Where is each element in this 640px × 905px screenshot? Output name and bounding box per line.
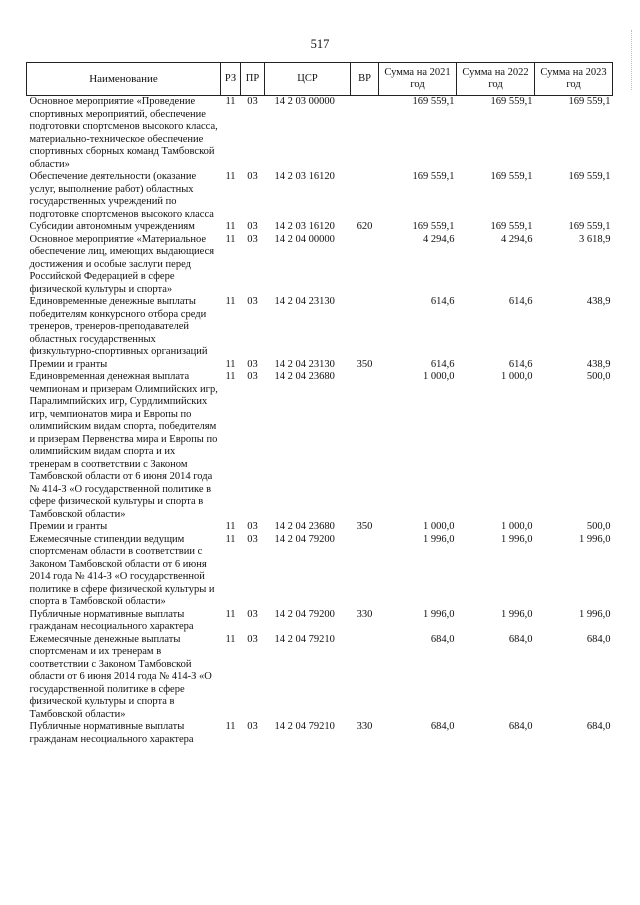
row-sum-2021: 1 996,0	[423, 608, 455, 620]
row-rz: 11	[225, 221, 236, 232]
row-csr: 14 2 04 23130	[274, 296, 335, 307]
row-sum-2022: 169 559,1	[490, 221, 533, 232]
table-row	[27, 371, 613, 521]
row-csr: 14 2 03 00000	[274, 96, 335, 107]
row-sum-2022: 169 559,1	[490, 171, 533, 182]
row-pr: 03	[247, 721, 258, 732]
row-name: Обеспечение деятельности (оказание услуг, выполнение работ) областных государственных учреждений по подготовке спортсменов высокого класса	[29, 171, 214, 220]
row-sum-2023: 1 996,0	[579, 533, 611, 545]
row-sum-2021: 1 000,0	[423, 371, 455, 382]
row-sum-2022: 614,6	[508, 296, 533, 307]
row-sum-2021: 614,6	[430, 358, 455, 370]
row-name: Премии и гранты	[29, 358, 108, 370]
row-sum-2021: 1 000,0	[423, 521, 455, 532]
row-pr: 03	[247, 521, 258, 532]
row-sum-2022: 4 294,6	[501, 233, 533, 245]
row-csr: 14 2 04 23680	[274, 371, 335, 382]
row-sum-2023: 500,0	[586, 371, 611, 382]
row-csr: 14 2 04 79200	[274, 533, 335, 545]
row-vr: 620	[356, 221, 373, 232]
row-name: Публичные нормативные выплаты гражданам несоциального характера	[29, 721, 194, 745]
row-sum-2023: 1 996,0	[579, 608, 611, 620]
row-csr: 14 2 04 23130	[274, 358, 335, 370]
margin-mark	[631, 30, 638, 90]
row-pr: 03	[247, 608, 258, 620]
row-sum-2023: 438,9	[586, 358, 611, 370]
row-vr: 330	[356, 608, 373, 620]
row-rz: 11	[225, 96, 236, 107]
table-header-row	[27, 63, 613, 96]
row-csr: 14 2 04 79200	[274, 608, 335, 620]
budget-table	[26, 62, 613, 746]
row-vr	[351, 634, 379, 722]
row-rz: 11	[225, 721, 236, 732]
row-sum-2022: 614,6	[508, 358, 533, 370]
row-vr	[351, 96, 379, 172]
row-rz: 11	[225, 633, 236, 645]
row-sum-2022: 169 559,1	[490, 96, 533, 107]
row-name: Публичные нормативные выплаты гражданам несоциального характера	[29, 608, 194, 632]
table-row	[27, 521, 613, 534]
table-row	[27, 296, 613, 359]
row-vr	[351, 371, 379, 521]
row-sum-2021: 169 559,1	[412, 221, 455, 232]
row-vr	[351, 534, 379, 609]
table-row	[27, 221, 613, 234]
row-sum-2022: 1 000,0	[501, 521, 533, 532]
row-sum-2023: 3 618,9	[579, 233, 611, 245]
row-sum-2022: 684,0	[508, 721, 533, 732]
row-sum-2021: 1 996,0	[423, 533, 455, 545]
row-sum-2022: 1 996,0	[501, 608, 533, 620]
row-csr: 14 2 04 79210	[274, 721, 335, 732]
row-csr: 14 2 04 79210	[274, 633, 335, 645]
row-vr	[351, 234, 379, 297]
row-csr: 14 2 04 23680	[274, 521, 335, 532]
row-vr	[351, 296, 379, 359]
row-name: Премии и гранты	[29, 521, 108, 532]
header-sum-2022: Сумма на 2022 год	[457, 63, 535, 96]
row-vr: 350	[356, 521, 373, 532]
row-name: Единовременная денежная выплата чемпионам и призерам Олимпийских игр, Паралимпийских игр, Сурдлимпийских игр, чемпионатов мира и Европы по олимпийским видам спорта, победителям и призерам Первенства мира и Европы по олимпийским видам спорта и их тренерам в соответствии с Законом Тамбовской области от 6 июня 2014 года № 414-З «О государственной политике в сфере физической культуры и спорта в Тамбовской области»	[29, 371, 218, 520]
row-pr: 03	[247, 371, 258, 382]
row-rz: 11	[225, 296, 236, 307]
row-sum-2023: 684,0	[586, 721, 611, 732]
header-pr: ПР	[241, 63, 265, 96]
table-row	[27, 234, 613, 297]
header-csr: ЦСР	[265, 63, 351, 96]
row-csr: 14 2 03 16120	[274, 171, 335, 182]
row-sum-2022: 684,0	[508, 633, 533, 645]
row-rz: 11	[225, 233, 236, 245]
row-vr: 330	[356, 721, 373, 732]
table-row	[27, 609, 613, 634]
row-sum-2023: 169 559,1	[568, 96, 611, 107]
row-rz: 11	[225, 171, 236, 182]
header-rz: РЗ	[221, 63, 241, 96]
row-name: Ежемесячные денежные выплаты спортсменам и их тренерам в соответствии с Законом Тамбовской области от 6 июня 2014 года № 414-З «О государственной политике в сфере физической культуры и спорта в Тамбовской области»	[29, 633, 212, 720]
row-name: Субсидии автономным учреждениям	[29, 221, 195, 232]
row-pr: 03	[247, 533, 258, 545]
row-vr	[351, 171, 379, 221]
row-rz: 11	[225, 371, 236, 382]
row-name: Ежемесячные стипендии ведущим спортсменам области в соответствии с Законом Тамбовской области от 6 июня 2014 года № 414-З «О государственной политике в сфере физической культуры и спорта в Тамбовской области»	[29, 533, 215, 607]
row-name: Основное мероприятие «Материальное обеспечение лиц, имеющих выдающиеся достижения и особые заслуги перед Российской Федерацией в сфере физической культуры и спорта»	[29, 233, 215, 295]
header-vr: ВР	[351, 63, 379, 96]
row-sum-2021: 4 294,6	[423, 233, 455, 245]
row-pr: 03	[247, 233, 258, 245]
row-sum-2023: 684,0	[586, 633, 611, 645]
row-csr: 14 2 04 00000	[274, 233, 335, 245]
row-rz: 11	[225, 358, 236, 370]
table-row	[27, 534, 613, 609]
row-sum-2023: 169 559,1	[568, 221, 611, 232]
row-name: Основное мероприятие «Проведение спортивных мероприятий, обеспечение подготовки спортсменов высокого класса, материально-техническое обеспечение спортивных сборных команд Тамбовской области»	[29, 96, 218, 170]
table-row	[27, 171, 613, 221]
row-name: Единовременные денежные выплаты победителям конкурсного отбора среди тренеров, тренеров-преподавателей областных государственных физкультурно-спортивных организаций	[29, 296, 208, 357]
row-vr: 350	[356, 358, 373, 370]
row-sum-2021: 684,0	[430, 721, 455, 732]
page-number: 517	[310, 37, 330, 51]
row-pr: 03	[247, 221, 258, 232]
row-csr: 14 2 03 16120	[274, 221, 335, 232]
row-pr: 03	[247, 358, 258, 370]
row-rz: 11	[225, 533, 236, 545]
table-row	[27, 359, 613, 372]
row-sum-2022: 1 996,0	[501, 533, 533, 545]
row-sum-2023: 500,0	[586, 521, 611, 532]
row-pr: 03	[247, 296, 258, 307]
row-sum-2023: 169 559,1	[568, 171, 611, 182]
row-sum-2021: 614,6	[430, 296, 455, 307]
table-row	[27, 634, 613, 722]
row-sum-2021: 684,0	[430, 633, 455, 645]
row-rz: 11	[225, 608, 236, 620]
row-sum-2021: 169 559,1	[412, 171, 455, 182]
row-sum-2023: 438,9	[586, 296, 611, 307]
row-pr: 03	[247, 96, 258, 107]
table-row	[27, 96, 613, 172]
table-row	[27, 721, 613, 746]
header-sum-2021: Сумма на 2021 год	[379, 63, 457, 96]
row-sum-2021: 169 559,1	[412, 96, 455, 107]
row-pr: 03	[247, 171, 258, 182]
header-sum-2023: Сумма на 2023 год	[535, 63, 613, 96]
row-sum-2022: 1 000,0	[501, 371, 533, 382]
row-pr: 03	[247, 633, 258, 645]
row-rz: 11	[225, 521, 236, 532]
header-name: Наименование	[27, 63, 221, 96]
